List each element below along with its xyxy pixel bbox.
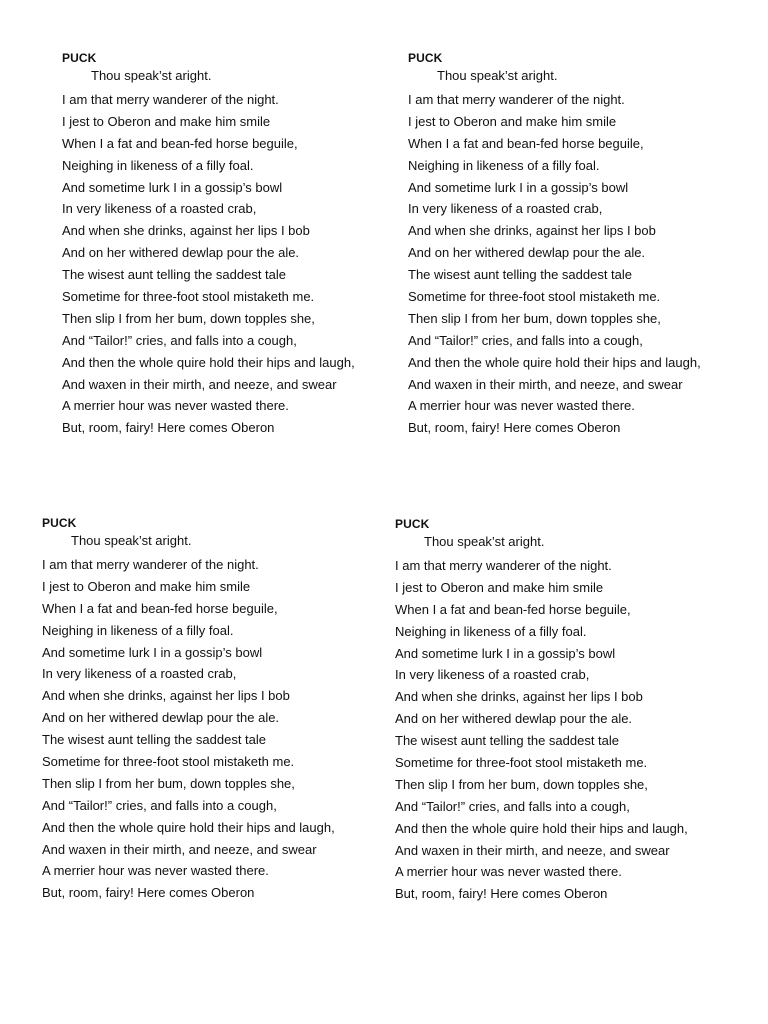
verse-line: And when she drinks, against her lips I bob	[408, 223, 656, 239]
verse-line: And then the whole quire hold their hips and laugh,	[62, 354, 355, 370]
verse-line: And waxen in their mirth, and neeze, and swear	[42, 841, 317, 857]
verse-line: In very likeness of a roasted crab,	[395, 667, 590, 683]
verse-line: And when she drinks, against her lips I bob	[42, 688, 290, 704]
verse-line: And “Tailor!” cries, and falls into a cough,	[62, 332, 297, 348]
verse-line: A merrier hour was never wasted there.	[62, 398, 289, 414]
speech-block-bottom-right	[395, 516, 725, 905]
verse-line: Neighing in likeness of a filly foal.	[62, 157, 254, 173]
speaker-name: PUCK	[395, 517, 430, 531]
verse-line: Thou speak’st aright.	[91, 68, 212, 83]
verse-line: I jest to Oberon and make him smile	[408, 113, 617, 129]
verse-line: And sometime lurk I in a gossip’s bowl	[42, 644, 263, 660]
verse-line: Thou speak’st aright.	[71, 533, 192, 548]
verse-line: Neighing in likeness of a filly foal.	[42, 622, 234, 638]
verse-line: And when she drinks, against her lips I bob	[62, 223, 310, 239]
verse-line: And then the whole quire hold their hips and laugh,	[395, 820, 688, 836]
verse-line: The wisest aunt telling the saddest tale	[42, 732, 267, 748]
verse-line: Then slip I from her bum, down topples she,	[42, 775, 295, 791]
verse-line: Sometime for three-foot stool mistaketh me.	[42, 754, 295, 770]
verse-line: I am that merry wanderer of the night.	[42, 557, 259, 572]
verse-line: Then slip I from her bum, down topples she,	[395, 776, 648, 792]
speaker-name: PUCK	[408, 51, 443, 65]
verse-line: Thou speak’st aright.	[437, 68, 558, 83]
speech-block-bottom-left	[42, 515, 372, 904]
verse-line: But, room, fairy! Here comes Oberon	[62, 420, 275, 436]
verse-line: I am that merry wanderer of the night.	[395, 558, 612, 573]
verse-line: A merrier hour was never wasted there.	[408, 398, 635, 414]
verse-line: The wisest aunt telling the saddest tale	[408, 267, 633, 283]
verse-line: And waxen in their mirth, and neeze, and swear	[408, 376, 683, 392]
verse-line: Sometime for three-foot stool mistaketh me.	[395, 755, 648, 771]
verse-line: Sometime for three-foot stool mistaketh me.	[62, 289, 315, 305]
verse-line: In very likeness of a roasted crab,	[42, 666, 237, 682]
verse-line: And when she drinks, against her lips I bob	[395, 689, 643, 705]
verse-line: And waxen in their mirth, and neeze, and swear	[62, 376, 337, 392]
verse-line: And waxen in their mirth, and neeze, and swear	[395, 842, 670, 858]
verse-line: And then the whole quire hold their hips and laugh,	[408, 354, 701, 370]
verse-line: A merrier hour was never wasted there.	[42, 863, 269, 879]
verse-line: Then slip I from her bum, down topples she,	[408, 310, 661, 326]
verse-line: When I a fat and bean-fed horse beguile,	[42, 600, 278, 616]
speaker-name: PUCK	[62, 51, 97, 65]
verse-line: I jest to Oberon and make him smile	[62, 113, 271, 129]
verse-line: But, room, fairy! Here comes Oberon	[42, 885, 255, 901]
verse-line: And then the whole quire hold their hips and laugh,	[42, 819, 335, 835]
speech-block-top-left	[62, 50, 392, 439]
verse-line: Then slip I from her bum, down topples she,	[62, 310, 315, 326]
verse-line: Neighing in likeness of a filly foal.	[408, 157, 600, 173]
verse-line: But, room, fairy! Here comes Oberon	[395, 886, 608, 902]
verse-line: Sometime for three-foot stool mistaketh me.	[408, 289, 661, 305]
verse-line: And on her withered dewlap pour the ale.	[408, 245, 646, 261]
verse-line: I am that merry wanderer of the night.	[408, 92, 625, 107]
verse-line: And “Tailor!” cries, and falls into a cough,	[395, 798, 630, 814]
verse-line: And sometime lurk I in a gossip’s bowl	[62, 179, 283, 195]
speech-block-top-right	[408, 50, 738, 439]
verse-line: But, room, fairy! Here comes Oberon	[408, 420, 621, 436]
speaker-name: PUCK	[42, 516, 77, 530]
verse-line: And sometime lurk I in a gossip’s bowl	[408, 179, 629, 195]
verse-line: In very likeness of a roasted crab,	[62, 201, 257, 217]
verse-line: In very likeness of a roasted crab,	[408, 201, 603, 217]
verse-line: The wisest aunt telling the saddest tale	[62, 267, 287, 283]
verse-line: When I a fat and bean-fed horse beguile,	[395, 601, 631, 617]
verse-line: I jest to Oberon and make him smile	[395, 579, 604, 595]
verse-line: And “Tailor!” cries, and falls into a cough,	[42, 797, 277, 813]
verse-line: The wisest aunt telling the saddest tale	[395, 733, 620, 749]
verse-line: A merrier hour was never wasted there.	[395, 864, 622, 880]
verse-line: And “Tailor!” cries, and falls into a cough,	[408, 332, 643, 348]
verse-line: I am that merry wanderer of the night.	[62, 92, 279, 107]
verse-line: And on her withered dewlap pour the ale.	[395, 711, 633, 727]
verse-line: I jest to Oberon and make him smile	[42, 578, 251, 594]
verse-line: When I a fat and bean-fed horse beguile,	[408, 135, 644, 151]
verse-line: And on her withered dewlap pour the ale.	[62, 245, 300, 261]
verse-line: And on her withered dewlap pour the ale.	[42, 710, 280, 726]
verse-line: And sometime lurk I in a gossip’s bowl	[395, 645, 616, 661]
verse-line: Thou speak’st aright.	[424, 534, 545, 549]
verse-line: Neighing in likeness of a filly foal.	[395, 623, 587, 639]
verse-line: When I a fat and bean-fed horse beguile,	[62, 135, 298, 151]
